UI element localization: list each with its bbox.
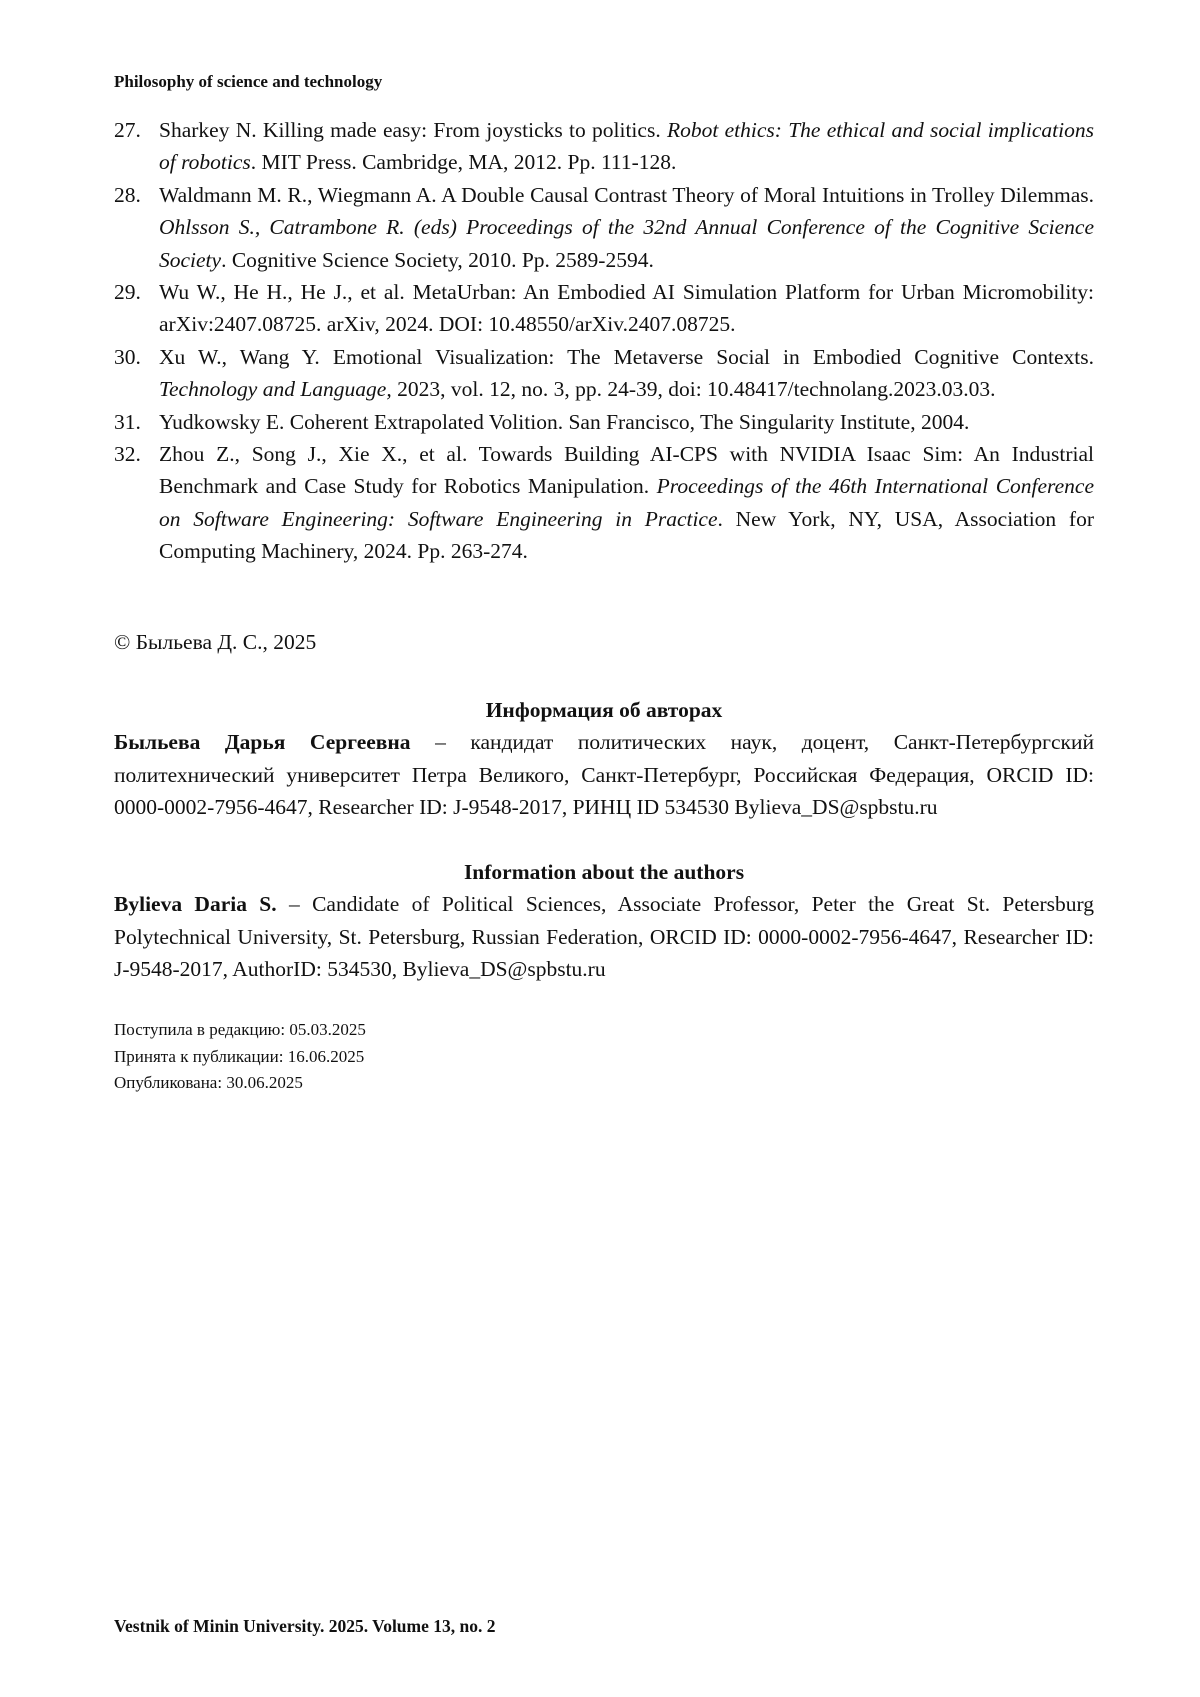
reference-item (114, 341, 1094, 406)
reference-item (114, 406, 1094, 438)
publication-dates (114, 1017, 366, 1097)
reference-text: Yudkowsky E. Coherent Extrapolated Volition. San Francisco, The Singularity Institute, 2004. (159, 409, 970, 434)
running-footer: Vestnik of Minin University. 2025. Volume 13, no. 2 (114, 1616, 496, 1636)
reference-number: 32. (114, 442, 141, 467)
authors-info-ru-title: Информация об авторах (485, 698, 723, 722)
reference-list (114, 114, 1094, 568)
reference-item (114, 276, 1094, 341)
reference-number: 31. (114, 409, 141, 434)
reference-number: 29. (114, 280, 141, 305)
reference-item (114, 438, 1094, 568)
author-name-en: Bylieva Daria S. (114, 892, 277, 917)
reference-text: Sharkey N. Killing made easy: From joysticks to politics. (159, 118, 667, 142)
reference-number: 30. (114, 344, 141, 369)
reference-details: . Cognitive Science Society, 2010. Pp. 2589-2594. (221, 247, 654, 272)
running-header: Philosophy of science and technology (114, 72, 383, 91)
authors-info-en (114, 856, 1094, 985)
reference-details: . MIT Press. Cambridge, MA, 2012. Pp. 111-128. (250, 150, 677, 175)
reference-number: 28. (114, 182, 141, 207)
author-name-ru: Быльева Дарья Сергеевна (114, 730, 411, 755)
reference-text: Wu W., He H., He J., et al. MetaUrban: An Embodied AI Simulation Platform for Urban Micromobility: arXiv:2407.08725. arXiv, 2024. DOI: 10.48550/arXiv.2407.08725. (159, 280, 1094, 337)
reference-source: Proceedings of the 46th International Conference on Software Engineering: Software Engineering in Practice (159, 474, 1094, 531)
authors-info-en-title: Information about the authors (463, 860, 745, 884)
reference-source: Robot ethics: The ethical and social implications of robotics (159, 118, 1094, 175)
reference-details: . New York, NY, USA, Association for Computing Machinery, 2024. Pp. 263-274. (159, 506, 1094, 564)
date-accepted: Принята к публикации: 16.06.2025 (114, 1046, 365, 1066)
copyright-notice: © Быльева Д. С., 2025 (114, 630, 317, 654)
reference-source: Technology and Language, (159, 377, 392, 402)
reference-item (114, 179, 1094, 276)
reference-text: Xu W., Wang Y. Emotional Visualization: The Metaverse Social in Embodied Cognitive Contexts. (159, 344, 1094, 369)
authors-info-ru (114, 694, 1094, 823)
date-received: Поступила в редакцию: 05.03.2025 (114, 1020, 366, 1039)
reference-number: 27. (114, 118, 141, 142)
reference-text: Waldmann M. R., Wiegmann A. A Double Causal Contrast Theory of Moral Intuitions in Trolley Dilemmas. (159, 182, 1094, 207)
reference-details: 2023, vol. 12, no. 3, pp. 24-39, doi: 10.48417/technolang.2023.03.03. (391, 377, 996, 402)
author-details-ru: – кандидат политических наук, доцент, Санкт-Петербургский политехнический университет Петра Великого, Санкт-Петербург, Российская Федерация, ORCID ID: 0000-0002-7956-4647, Researcher ID: J-9548-2017, РИНЦ ID 534530 Bylieva_DS@spbstu.ru (114, 730, 1094, 819)
reference-source: Ohlsson S., Catrambone R. (eds) Proceedings of the 32nd Annual Conference of the Cognitive Science Society (159, 215, 1094, 272)
date-published: Опубликована: 30.06.2025 (114, 1073, 303, 1092)
author-details-en: – Candidate of Political Sciences, Associate Professor, Peter the Great St. Petersburg Polytechnical University, St. Petersburg, Russian Federation, ORCID ID: 0000-0002-7956-4647, Researcher ID: J-9548-2017, AuthorID: 534530, Bylieva_DS@spbstu.ru (114, 892, 1094, 981)
reference-item (114, 114, 1094, 179)
author-bio-ru (114, 726, 1094, 823)
author-bio-en (114, 888, 1094, 985)
reference-text: Zhou Z., Song J., Xie X., et al. Towards Building AI-CPS with NVIDIA Isaac Sim: An Industrial Benchmark and Case Study for Robotics Manipulation. (159, 442, 1094, 499)
